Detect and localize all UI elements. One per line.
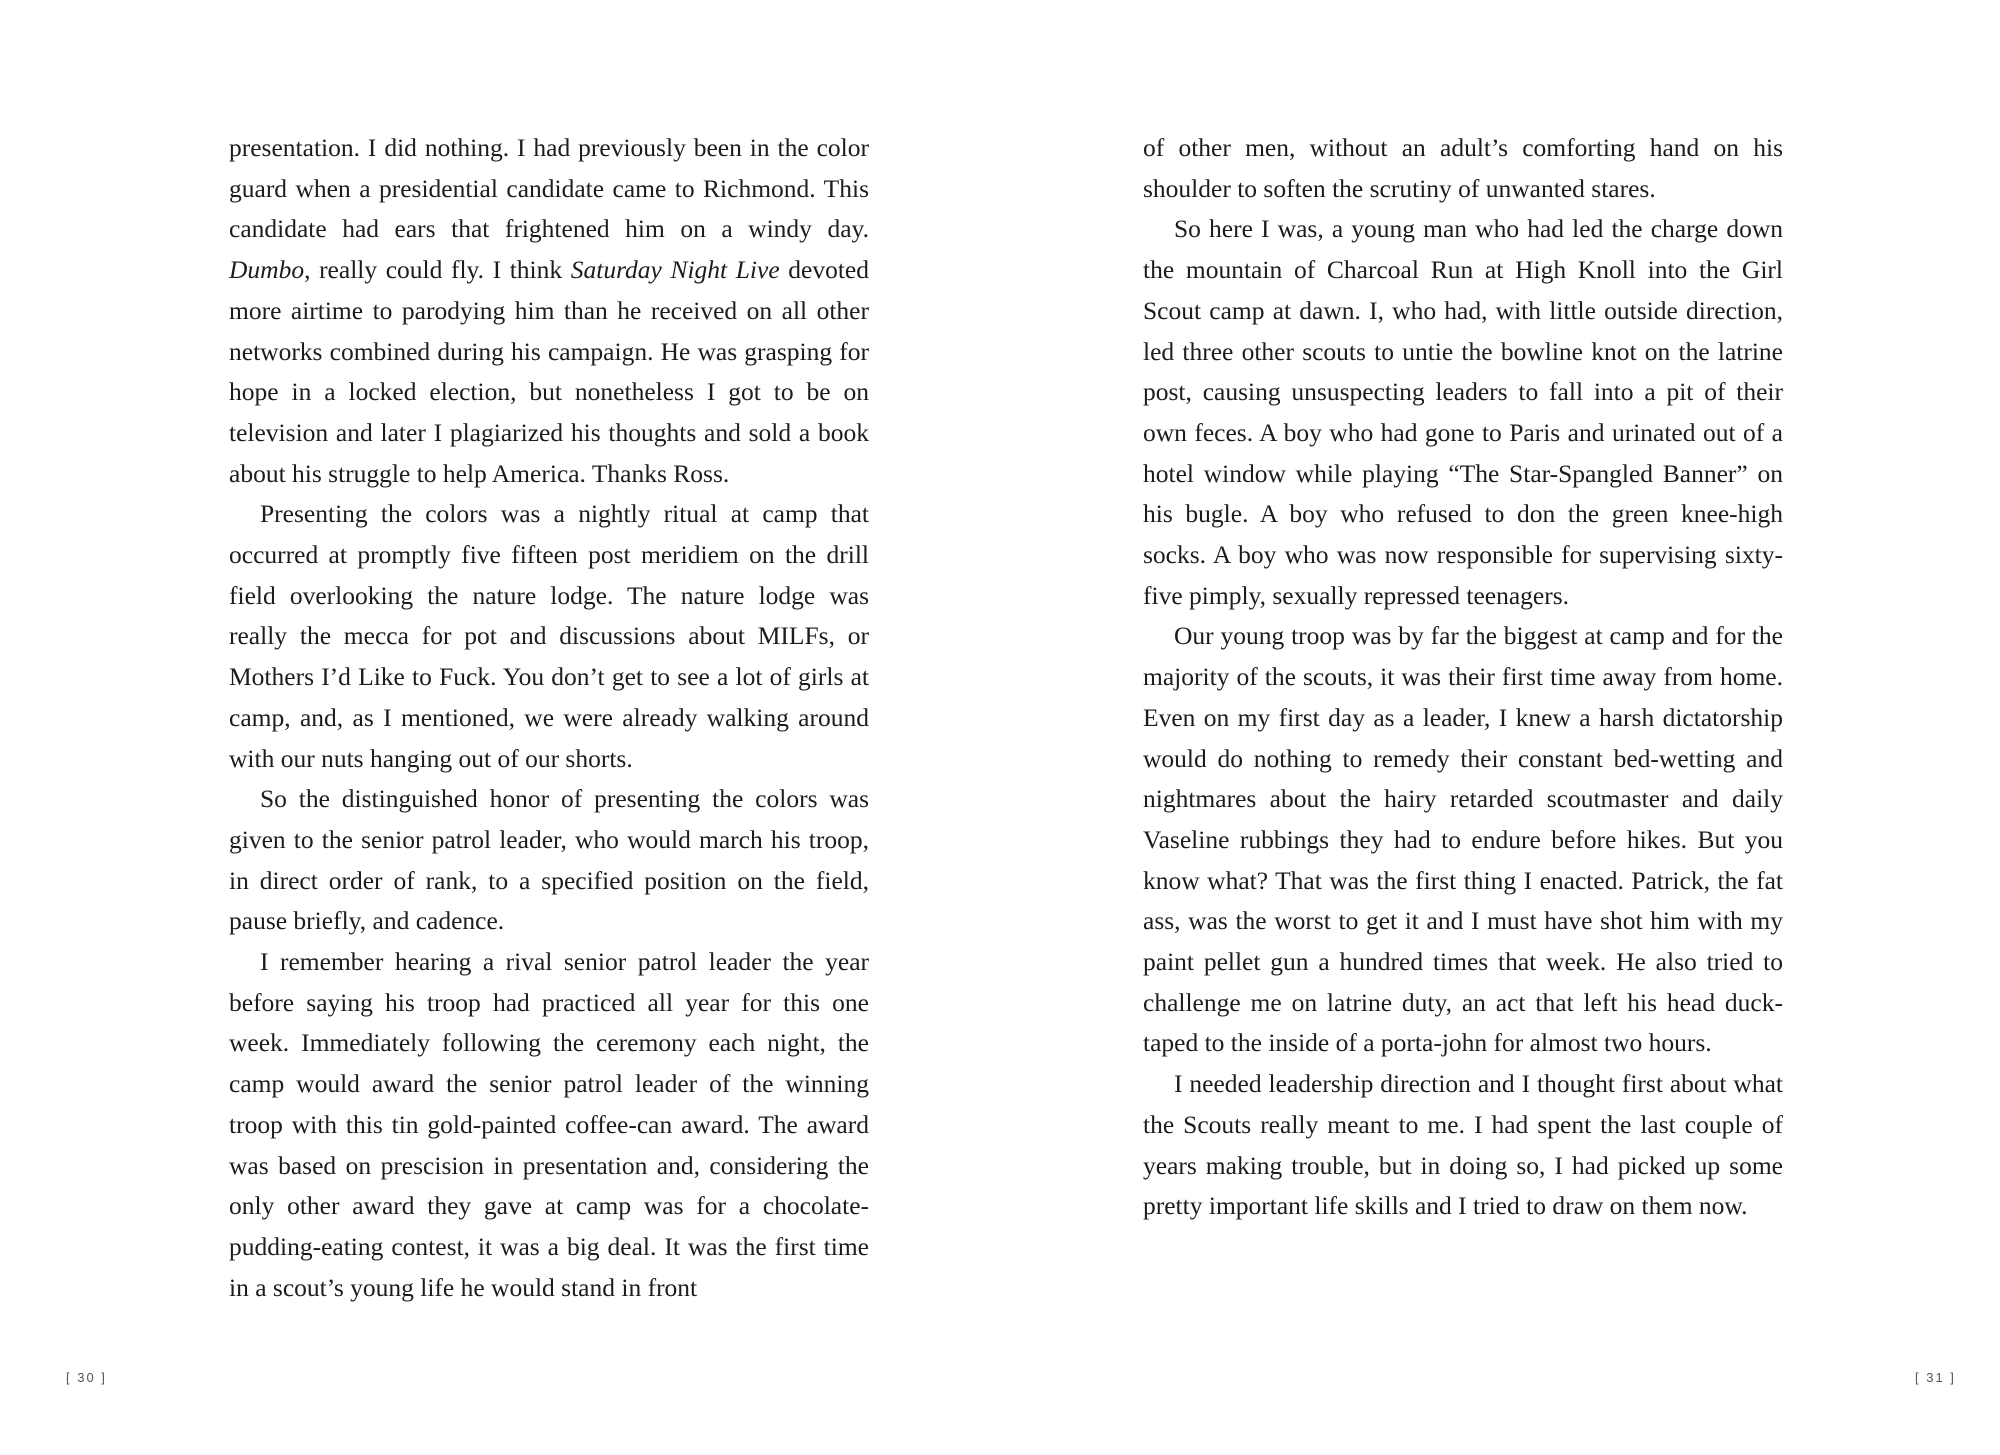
text-segment: , really could fly. I think (304, 255, 571, 285)
left-page-body (229, 128, 869, 1308)
page-number-left: [ 30 ] (66, 1370, 107, 1385)
page-number-right: [ 31 ] (1915, 1370, 1956, 1385)
text-segment: presentation. I did nothing. I had previously been in the color guard when a presidential candidate came to Richmond. This candidate had ears that frightened him on a windy day. (229, 133, 869, 244)
left-paragraph-2 (229, 494, 869, 779)
text-segment: Presenting the colors was a nightly ritual at camp that occurred at promptly five fifteen post meridiem on the drill field overlooking the nature lodge. The nature lodge was really the mecca for pot and discussions about MILFs, or Mothers I’d Like to Fuck. You don’t get to see a lot of girls at camp, and, as I mentioned, we were already walking around with our nuts hanging out of our shorts. (229, 499, 869, 773)
right-paragraph-1 (1143, 128, 1783, 209)
text-segment: Our young troop was by far the biggest at camp and for the majority of the scouts, it was their first time away from home. Even on my first day as a leader, I knew a harsh dictatorship would do nothing to remedy their constant bed-wetting and nightmares about the hairy retarded scoutmaster and daily Vaseline rubbings they had to endure before hikes. But you know what? That was the first thing I enacted. Patrick, the fat ass, was the worst to get it and I must have shot him with my paint pellet gun a hundred times that week. He also tried to challenge me on latrine duty, an act that left his head duck-taped to the inside of a porta-john for almost two hours. (1143, 621, 1783, 1058)
italic-title-snl: Saturday Night Live (570, 255, 780, 285)
right-paragraph-3 (1143, 616, 1783, 1064)
left-paragraph-4 (229, 942, 869, 1308)
right-paragraph-4 (1143, 1064, 1783, 1227)
right-paragraph-2 (1143, 209, 1783, 616)
right-page-body (1143, 128, 1783, 1227)
text-segment: of other men, without an adult’s comforting hand on his shoulder to soften the scrutiny of unwanted stares. (1143, 133, 1783, 203)
text-segment: So the distinguished honor of presenting the colors was given to the senior patrol leader, who would march his troop, in direct order of rank, to a specified position on the field, pause briefly, and cadence. (229, 784, 869, 936)
text-segment: devoted more airtime to parodying him than he received on all other networks combined during his campaign. He was grasping for hope in a locked election, but nonetheless I got to be on television and later I plagiarized his thoughts and sold a book about his struggle to help America. Thanks Ross. (229, 255, 869, 488)
text-segment: I needed leadership direction and I thought first about what the Scouts really meant to me. I had spent the last couple of years making trouble, but in doing so, I had picked up some pretty important life skills and I tried to draw on them now. (1143, 1069, 1783, 1221)
italic-title-dumbo: Dumbo (229, 255, 305, 285)
left-paragraph-1 (229, 128, 869, 494)
left-paragraph-3 (229, 779, 869, 942)
text-segment: So here I was, a young man who had led the charge down the mountain of Charcoal Run at High Knoll into the Girl Scout camp at dawn. I, who had, with little outside direction, led three other scouts to untie the bowline knot on the latrine post, causing unsuspecting leaders to fall into a pit of their own feces. A boy who had gone to Paris and urinated out of a hotel window while playing “The Star-Spangled Banner” on his bugle. A boy who refused to don the green knee-high socks. A boy who was now responsible for supervising sixty-five pimply, sexually repressed teenagers. (1143, 214, 1783, 610)
text-segment: I remember hearing a rival senior patrol leader the year before saying his troop had practiced all year for this one week. Immediately following the ceremony each night, the camp would award the senior patrol leader of the winning troop with this tin gold-painted coffee-can award. The award was based on prescision in presentation and, considering the only other award they gave at camp was for a chocolate-pudding-eating contest, it was a big deal. It was the first time in a scout’s young life he would stand in front (229, 947, 869, 1302)
